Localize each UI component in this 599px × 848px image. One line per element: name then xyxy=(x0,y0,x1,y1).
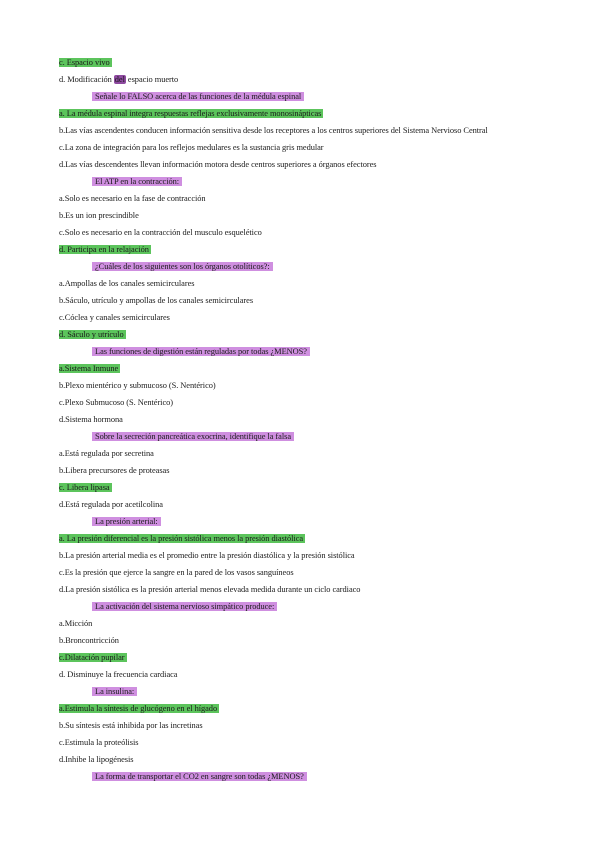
correct-answer-highlight: a.Estimula la síntesis de glucógeno en el hígado xyxy=(59,704,218,713)
question-line xyxy=(92,261,273,272)
question-line xyxy=(92,516,161,527)
correct-answer-highlight: c.Dilatación pupilar xyxy=(59,653,125,662)
question-highlight: La insulina: xyxy=(92,687,137,696)
question-highlight: La forma de transportar el CO2 en sangre son todas ¿MENOS? xyxy=(92,772,307,781)
answer-line xyxy=(59,363,120,374)
answer-line xyxy=(59,703,219,714)
option-line: b.Sáculo, utrículo y ampollas de los canales semicirculares xyxy=(59,296,254,305)
option-line: d.Inhibe la lipogénesis xyxy=(59,755,134,764)
question-highlight: ¿Cuáles de los siguientes son los órganos otolíticos?: xyxy=(92,262,273,271)
question-highlight: Señale lo FALSO acerca de las funciones de la médula espinal xyxy=(92,92,304,101)
option-line: c.Es la presión que ejerce la sangre en la pared de los vasos sanguíneos xyxy=(59,568,294,577)
option-line: b.Es un ion prescindible xyxy=(59,211,139,220)
question-line xyxy=(92,346,310,357)
question-line xyxy=(92,771,307,782)
question-line xyxy=(92,601,277,612)
answer-line xyxy=(59,329,126,340)
answer-line xyxy=(59,482,112,493)
question-highlight: Las funciones de digestión están reguladas por todas ¿MENOS? xyxy=(92,347,310,356)
question-line xyxy=(92,91,304,102)
option-line: c.Plexo Submucoso (S. Nentérico) xyxy=(59,398,174,407)
question-highlight: La activación del sistema nervioso simpático produce: xyxy=(92,602,277,611)
option-line: d. Disminuye la frecuencia cardiaca xyxy=(59,670,178,679)
question-line xyxy=(92,176,182,187)
option-line: d.Está regulada por acetilcolina xyxy=(59,500,163,509)
answer-line xyxy=(59,244,151,255)
option-line: c.La zona de integración para los reflejos medulares es la sustancia gris medular xyxy=(59,143,324,152)
option-text-post: espacio muerto xyxy=(125,75,179,84)
question-highlight: El ATP en la contracción: xyxy=(92,177,182,186)
option-line xyxy=(59,74,178,85)
option-line: b.Plexo mientérico y submucoso (S. Nentérico) xyxy=(59,381,216,390)
answer-line xyxy=(59,108,323,119)
option-line: b.Broncontricción xyxy=(59,636,119,645)
answer-line xyxy=(59,57,112,68)
option-line: d.La presión sistólica es la presión arterial menos elevada medida durante un ciclo cardiaco xyxy=(59,585,361,594)
option-line: a.Solo es necesario en la fase de contracción xyxy=(59,194,206,203)
question-highlight: Sobre la secreción pancreática exocrina, identifique la falsa xyxy=(92,432,294,441)
option-line: b.Las vías ascendentes conducen información sensitiva desde los receptores a los centros superiores del Sistema Nervioso Central xyxy=(59,126,488,135)
option-line: a.Está regulada por secretina xyxy=(59,449,154,458)
option-line: b.Su síntesis está inhibida por las incretinas xyxy=(59,721,203,730)
answer-line xyxy=(59,652,127,663)
correct-answer-highlight: d. Sáculo y utrículo xyxy=(59,330,124,339)
question-line xyxy=(92,431,294,442)
option-line: c.Cóclea y canales semicirculares xyxy=(59,313,170,322)
question-highlight: La presión arterial: xyxy=(92,517,161,526)
option-line: d.Sistema hormona xyxy=(59,415,123,424)
correct-answer-highlight: a. La médula espinal integra respuestas reflejas exclusivamente monosinápticas xyxy=(59,109,322,118)
option-line: a.Ampollas de los canales semicirculares xyxy=(59,279,195,288)
option-line: c.Solo es necesario en la contracción del musculo esquelético xyxy=(59,228,262,237)
marked-word: del xyxy=(114,75,125,84)
correct-answer-highlight: a.Sistema Inmune xyxy=(59,364,119,373)
option-line: d.Las vías descendentes llevan información motora desde centros superiores a órganos efectores xyxy=(59,160,377,169)
answer-line xyxy=(59,533,305,544)
correct-answer-highlight: c. Espacio vivo xyxy=(59,58,110,67)
question-line xyxy=(92,686,137,697)
option-line: c.Estimula la proteólisis xyxy=(59,738,139,747)
correct-answer-highlight: d. Participa en la relajación xyxy=(59,245,149,254)
option-text-pre: d. Modificación xyxy=(59,75,114,84)
correct-answer-highlight: c. Libera lipasa xyxy=(59,483,110,492)
option-line: b.Libera precursores de proteasas xyxy=(59,466,170,475)
option-line: a.Micción xyxy=(59,619,93,628)
correct-answer-highlight: a. La presión diferencial es la presión sistólica menos la presión diastólica xyxy=(59,534,304,543)
option-line: b.La presión arterial media es el promedio entre la presión diastólica y la presión sistólica xyxy=(59,551,355,560)
